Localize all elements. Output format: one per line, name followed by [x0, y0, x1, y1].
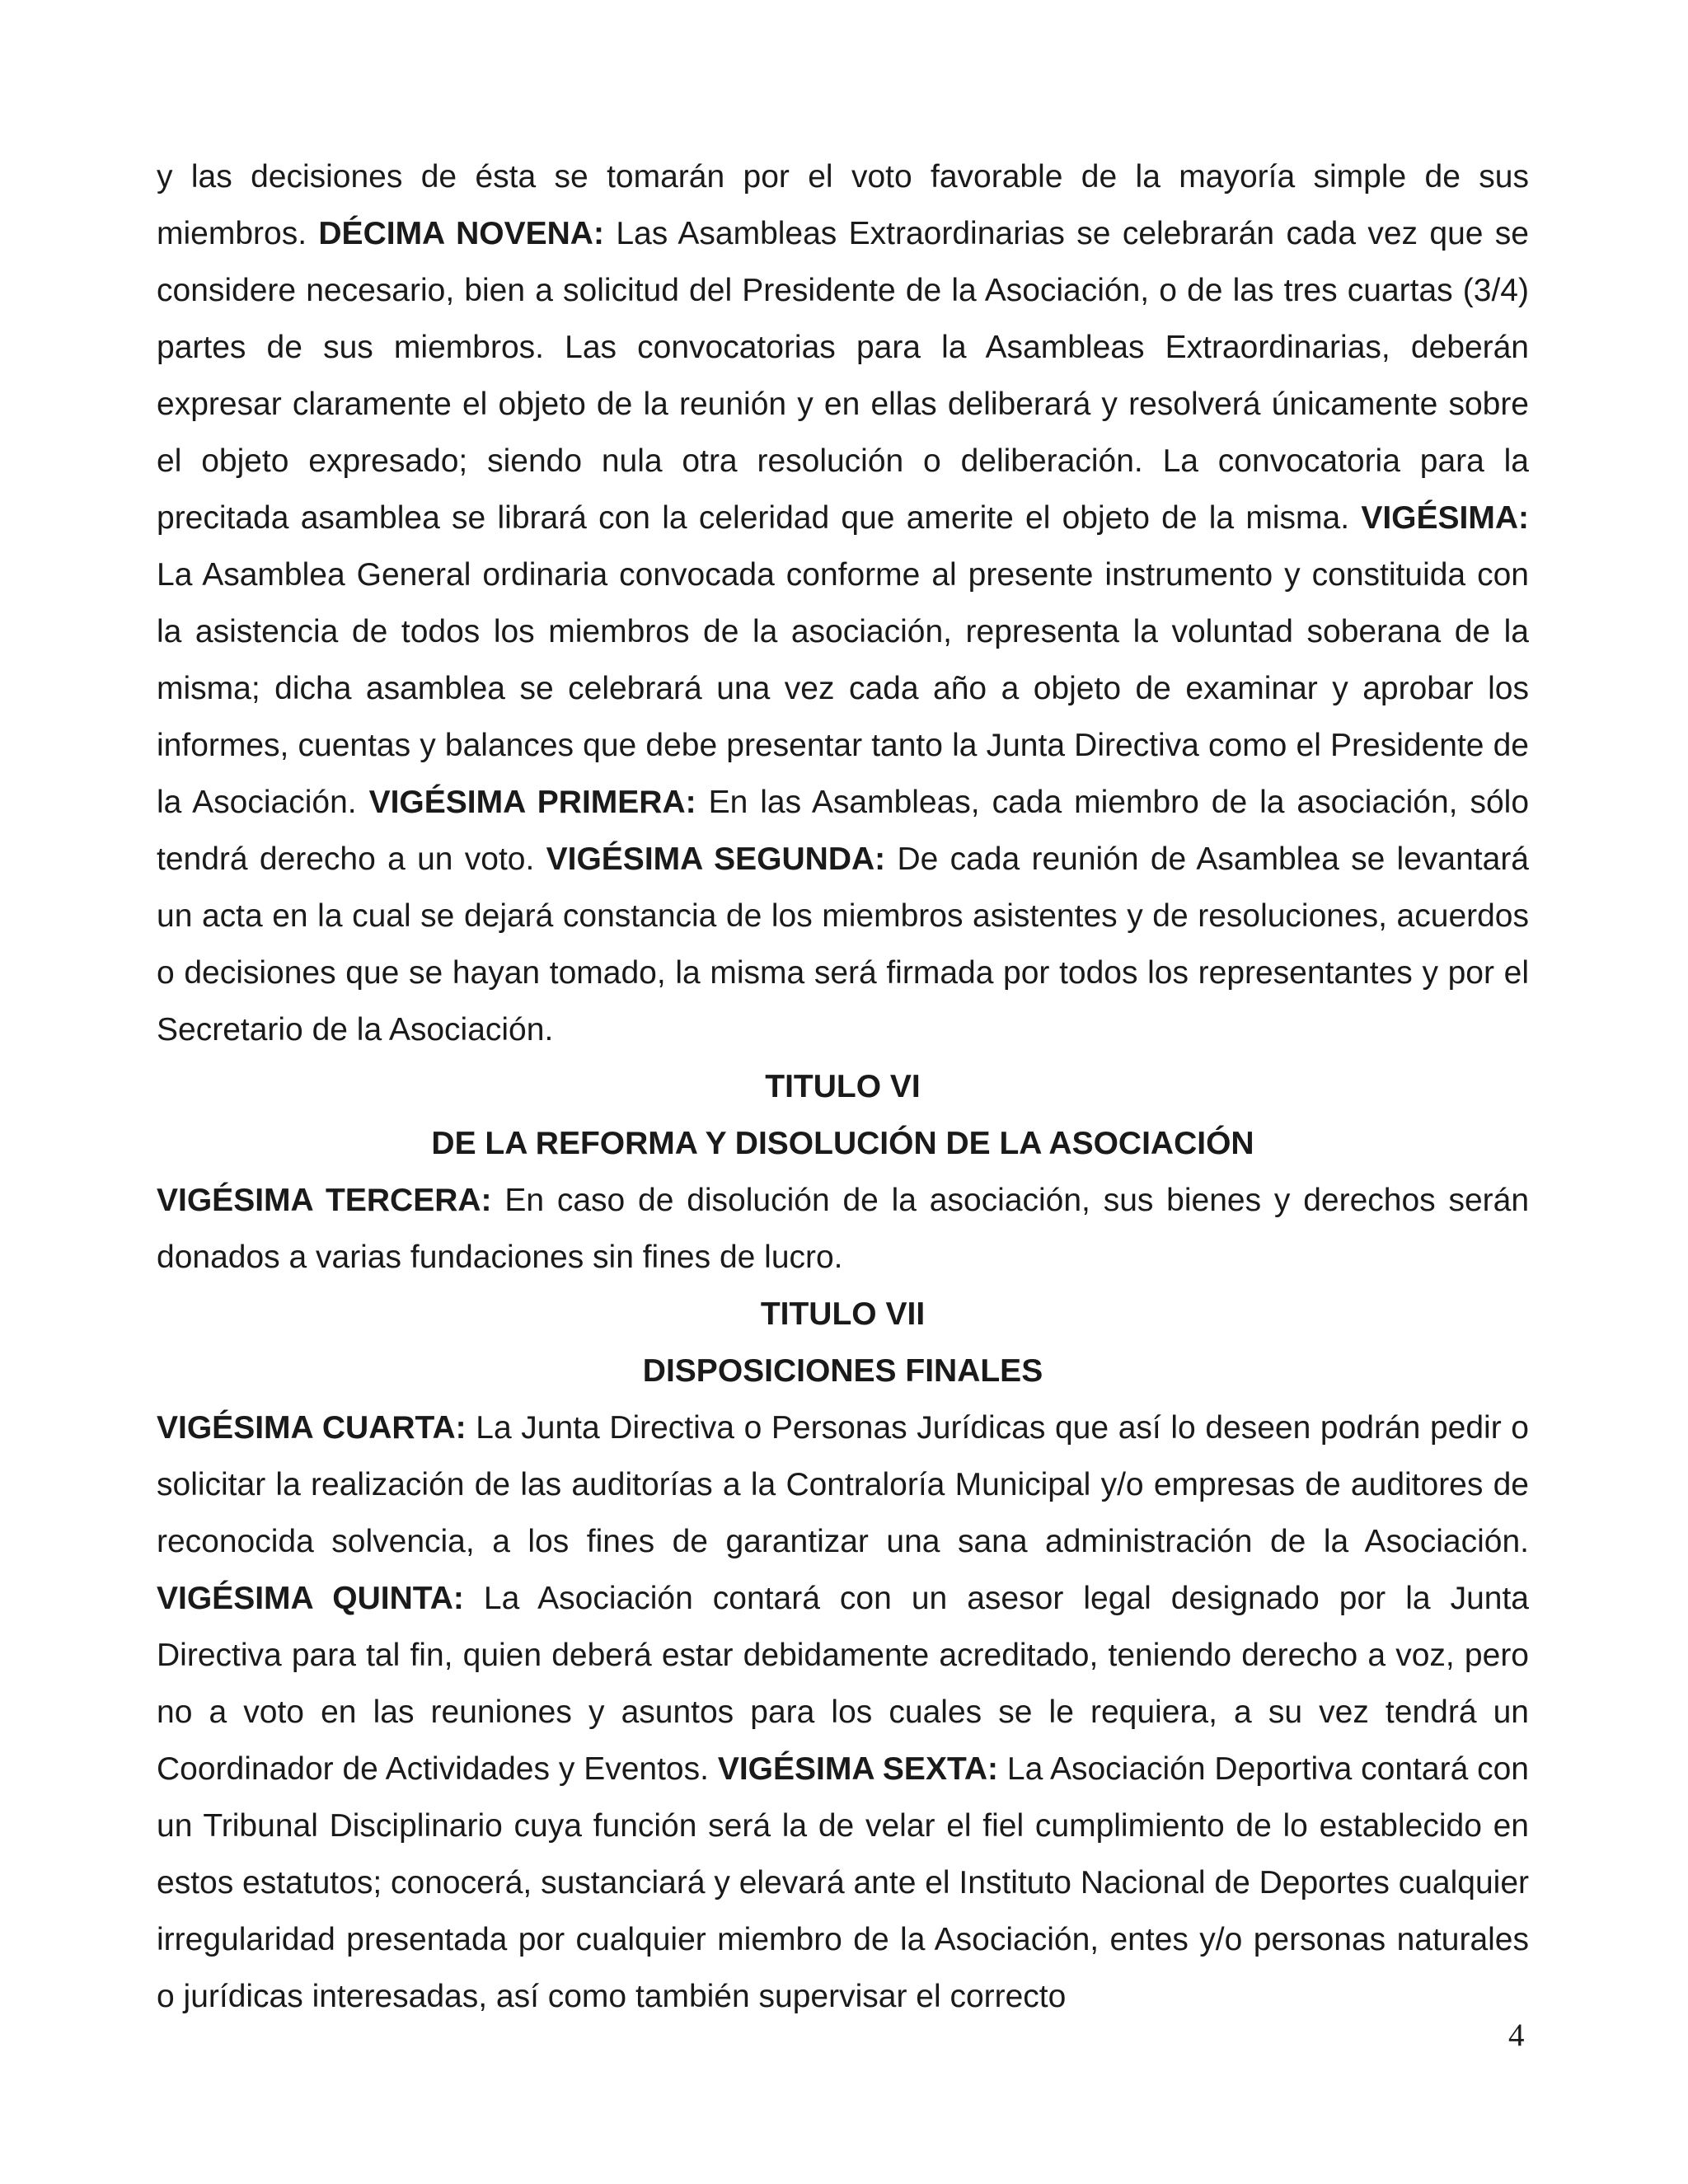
paragraph-asambleas [157, 148, 1529, 1058]
section-subtitle-disposiciones-finales: DISPOSICIONES FINALES [642, 1353, 1043, 1389]
page-body [157, 148, 1529, 2025]
paragraph-text: En las Asambleas, cada miembro de la asociación, sólo tendrá derecho a un voto. [157, 785, 1530, 877]
clause-heading-vigesima-segunda: VIGÉSIMA SEGUNDA: [546, 841, 886, 877]
clause-heading-vigesima-cuarta: VIGÉSIMA CUARTA: [157, 1410, 467, 1446]
paragraph-text: Las Asambleas Extraordinarias se celebrarán cada vez que se considere necesario, bien a solicitud del Presidente de la Asociación, o de las tres cuartas (3/4) partes de sus miembros. Las convocatorias para la Asambleas Extraordinarias, deberán expresar claramente el objeto de la reunión y en ellas deliberará y resolverá únicamente sobre el objeto expresado; siendo nula otra resolución o deliberación. La convocatoria para la precitada asamblea se librará con la celeridad que amerite el objeto de la misma. [157, 216, 1529, 536]
paragraph-text: La Asociación Deportiva contará con un Tribunal Disciplinario cuya función será la de velar el fiel cumplimiento de lo establecido en estos estatutos; conocerá, sustanciará y elevará ante el Instituto Nacional de Deportes cualquier irregularidad presentada por cualquier miembro de la Asociación, entes y/o personas naturales o jurídicas interesadas, así como también supervisar el correcto [157, 1751, 1529, 2014]
paragraph-disposiciones [157, 1399, 1529, 2025]
paragraph-text: En caso de disolución de la asociación, sus bienes y derechos serán donados a varias fundaciones sin fines de lucro. [157, 1183, 1530, 1275]
paragraph-text: y las decisiones de ésta se tomarán por el voto favorable de la mayoría simple de sus miembros. [157, 159, 1529, 251]
clause-heading-vigesima-quinta: VIGÉSIMA QUINTA: [157, 1581, 464, 1616]
section-subtitle-reforma-disolucion: DE LA REFORMA Y DISOLUCIÓN DE LA ASOCIACIÓN [431, 1126, 1254, 1161]
paragraph-text: De cada reunión de Asamblea se levantará un acta en la cual se dejará constancia de los miembros asistentes y de resoluciones, acuerdos o decisiones que se hayan tomado, la misma será firmada por todos los representantes y por el Secretario de la Asociación. [157, 841, 1529, 1047]
clause-heading-vigesima: VIGÉSIMA: [1361, 500, 1529, 536]
page-number: 4 [1508, 2018, 1525, 2053]
paragraph-disolucion [157, 1172, 1529, 1286]
clause-heading-vigesima-sexta: VIGÉSIMA SEXTA: [717, 1751, 999, 1787]
clause-heading-vigesima-tercera: VIGÉSIMA TERCERA: [157, 1183, 492, 1218]
paragraph-text: La Asamblea General ordinaria convocada conforme al presente instrumento y constituida con la asistencia de todos los miembros de la asociación, representa la voluntad soberana de la misma; dicha asamblea se celebrará una vez cada año a objeto de examinar y aprobar los informes, cuentas y balances que debe presentar tanto la Junta Directiva como el Presidente de la Asociación. [157, 557, 1529, 820]
paragraph-text: La Junta Directiva o Personas Jurídicas que así lo deseen podrán pedir o solicitar la realización de las auditorías a la Contraloría Municipal y/o empresas de auditores de reconocida solvencia, a los fines de garantizar una sana administración de la Asociación. [157, 1410, 1529, 1559]
clause-heading-decima-novena: DÉCIMA NOVENA: [318, 216, 604, 251]
section-title-titulo-vi: TITULO VI [765, 1069, 921, 1104]
section-title-titulo-vii: TITULO VII [760, 1296, 926, 1332]
paragraph-text: La Asociación contará con un asesor legal designado por la Junta Directiva para tal fin, quien deberá estar debidamente acreditado, teniendo derecho a voz, pero no a voto en las reuniones y asuntos para los cuales se le requiera, a su vez tendrá un Coordinador de Actividades y Eventos. [157, 1581, 1529, 1787]
clause-heading-vigesima-primera: VIGÉSIMA PRIMERA: [368, 785, 696, 820]
